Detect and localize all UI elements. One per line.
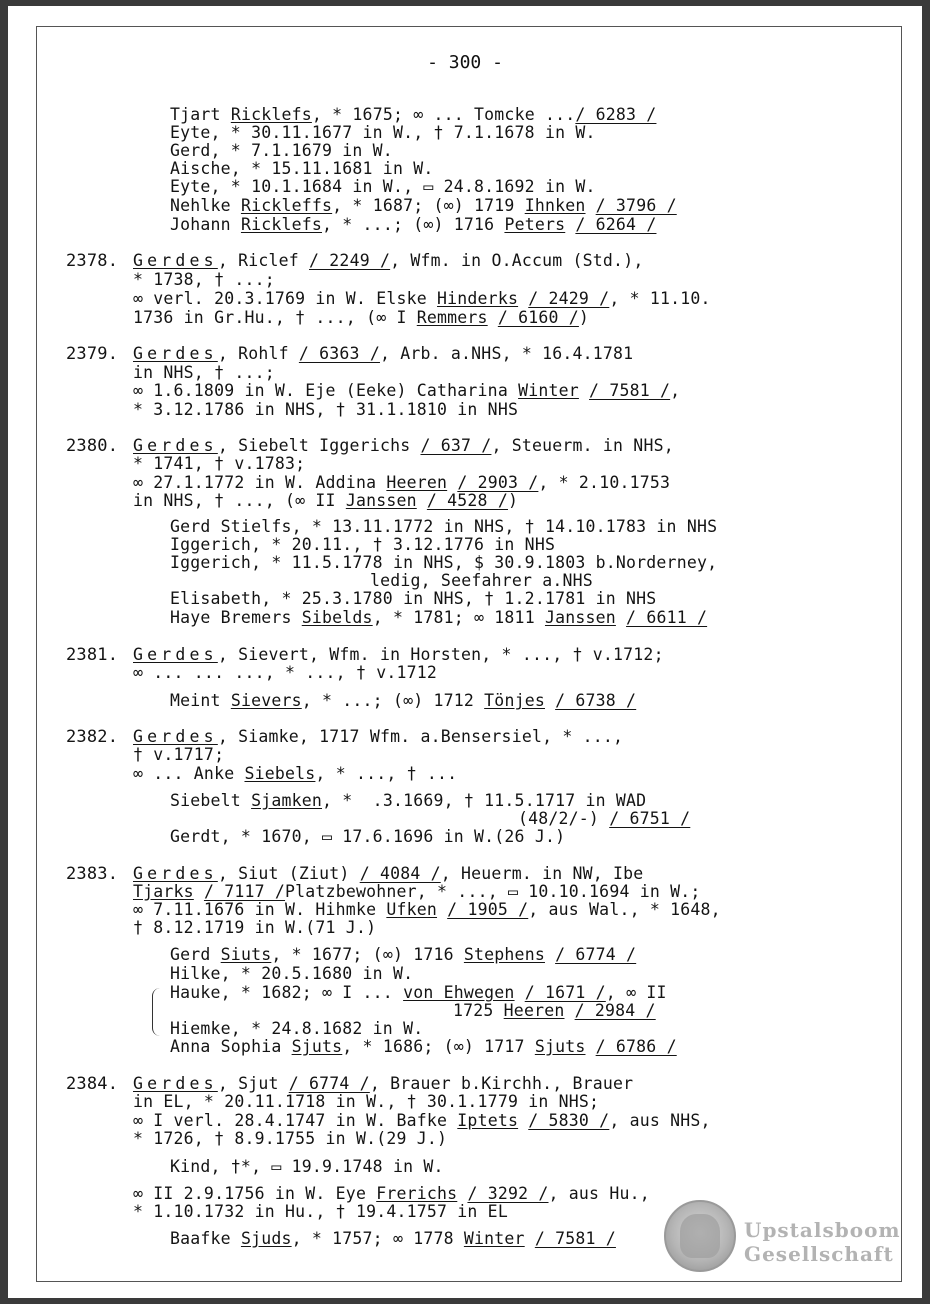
entry-heading: Gerdes, Sjut / 6774 /, Brauer b.Kirchh., Brauer (133, 1074, 634, 1093)
page-number: - 300 - (427, 52, 503, 73)
entry-heading: Gerdes, Siebelt Iggerichs / 637 /, Steuerm. in NHS, (133, 436, 674, 455)
child-line: Gerd Stielfs, * 13.11.1772 in NHS, † 14.10.1783 in NHS (170, 517, 718, 536)
text-line: 1736 in Gr.Hu., † ..., (∞ I Remmers / 6160 /) (133, 308, 590, 327)
child-line: Hiemke, * 24.8.1682 in W. (170, 1019, 424, 1038)
text-line: ∞ II 2.9.1756 in W. Eye Frerichs / 3292 /, aus Hu., (133, 1184, 650, 1203)
watermark-line-1: Upstalsboom (744, 1218, 901, 1242)
seal-logo-icon (664, 1200, 736, 1272)
entry-heading: Gerdes, Rohlf / 6363 /, Arb. a.NHS, * 16.4.1781 (133, 344, 634, 363)
entry-heading: Gerdes, Siamke, 1717 Wfm. a.Bensersiel, * ..., (133, 727, 624, 746)
entry-number: 2381. (66, 645, 119, 665)
text-line: Tjart Ricklefs, * 1675; ∞ ... Tomcke .../ 6283 / (170, 105, 657, 124)
document-page (8, 6, 922, 1298)
entry-number: 2383. (66, 864, 119, 884)
entry-number: 2380. (66, 436, 119, 456)
text-line: in NHS, † ...; (133, 363, 275, 382)
child-line: Gerdt, * 1670, ▭ 17.6.1696 in W.(26 J.) (170, 827, 566, 846)
text-line: * 1726, † 8.9.1755 in W.(29 J.) (133, 1129, 448, 1148)
text-line: ∞ 27.1.1772 in W. Addina Heeren / 2903 /, * 2.10.1753 (133, 473, 671, 492)
child-line: Hilke, * 20.5.1680 in W. (170, 964, 414, 983)
text-line: Aische, * 15.11.1681 in W. (170, 159, 434, 178)
text-line: † 8.12.1719 in W.(71 J.) (133, 918, 377, 937)
child-line: Haye Bremers Sibelds, * 1781; ∞ 1811 Janssen / 6611 / (170, 608, 708, 627)
text-line: * 1741, † v.1783; (133, 454, 306, 473)
text-line: ∞ ... ... ..., * ..., † v.1712 (133, 663, 438, 682)
child-line: Kind, †*, ▭ 19.9.1748 in W. (170, 1157, 444, 1176)
child-line: Hauke, * 1682; ∞ I ... von Ehwegen / 1671 /, ∞ II (170, 983, 667, 1002)
entry-number: 2378. (66, 251, 119, 271)
text-line: * 1738, † ...; (133, 270, 275, 289)
watermark-line-2: Gesellschaft (744, 1242, 894, 1266)
child-line: Gerd Siuts, * 1677; (∞) 1716 Stephens / 6774 / (170, 945, 637, 964)
text-line: Eyte, * 30.11.1677 in W., † 7.1.1678 in W. (170, 123, 596, 142)
entry-heading: Gerdes, Riclef / 2249 /, Wfm. in O.Accum (Std.), (133, 251, 644, 270)
entry-heading: Gerdes, Sievert, Wfm. in Horsten, * ..., † v.1712; (133, 645, 664, 664)
entry-number: 2382. (66, 727, 119, 747)
entry-heading: Gerdes, Siut (Ziut) / 4084 /, Heuerm. in NW, Ibe (133, 864, 644, 883)
text-line: † v.1717; (133, 745, 225, 764)
text-line: * 1.10.1732 in Hu., † 19.4.1757 in EL (133, 1202, 508, 1221)
text-line: ∞ 1.6.1809 in W. Eje (Eeke) Catharina Winter / 7581 /, (133, 381, 681, 400)
child-line: Siebelt Sjamken, * .3.1669, † 11.5.1717 in WAD (170, 791, 647, 810)
text-line: Johann Ricklefs, * ...; (∞) 1716 Peters / 6264 / (170, 215, 657, 234)
text-line: Gerd, * 7.1.1679 in W. (170, 141, 393, 160)
child-line: ledig, Seefahrer a.NHS (370, 571, 593, 590)
text-line: Nehlke Rickleffs, * 1687; (∞) 1719 Ihnken / 3796 / (170, 196, 677, 215)
text-line: ∞ verl. 20.3.1769 in W. Elske Hinderks / 2429 /, * 11.10. (133, 289, 711, 308)
child-line: Iggerich, * 20.11., † 3.12.1776 in NHS (170, 535, 556, 554)
text-line: * 3.12.1786 in NHS, † 31.1.1810 in NHS (133, 400, 519, 419)
child-line: Anna Sophia Sjuts, * 1686; (∞) 1717 Sjuts / 6786 / (170, 1037, 677, 1056)
text-line: in NHS, † ..., (∞ II Janssen / 4528 /) (133, 491, 519, 510)
child-line: Elisabeth, * 25.3.1780 in NHS, † 1.2.1781 in NHS (170, 589, 657, 608)
text-line: in EL, * 20.11.1718 in W., † 30.1.1779 in NHS; (133, 1092, 600, 1111)
text-line: Eyte, * 10.1.1684 in W., ▭ 24.8.1692 in W. (170, 177, 596, 196)
text-line: Tjarks / 7117 /Platzbewohner, * ..., ▭ 10.10.1694 in W.; (133, 882, 701, 901)
child-line: Iggerich, * 11.5.1778 in NHS, $ 30.9.1803 b.Norderney, (170, 553, 718, 572)
child-line: Baafke Sjuds, * 1757; ∞ 1778 Winter / 7581 / (170, 1229, 616, 1248)
child-line: (48/2/-) / 6751 / (518, 809, 691, 828)
text-line: ∞ I verl. 28.4.1747 in W. Bafke Iptets / 5830 /, aus NHS, (133, 1111, 711, 1130)
entry-number: 2379. (66, 344, 119, 364)
text-line: ∞ 7.11.1676 in W. Hihmke Ufken / 1905 /, aus Wal., * 1648, (133, 900, 721, 919)
text-line: ∞ ... Anke Siebels, * ..., † ... (133, 764, 458, 783)
entry-number: 2384. (66, 1074, 119, 1094)
bracket-mark (152, 988, 161, 1036)
child-line: Meint Sievers, * ...; (∞) 1712 Tönjes / 6738 / (170, 691, 637, 710)
child-line: 1725 Heeren / 2984 / (453, 1001, 656, 1020)
